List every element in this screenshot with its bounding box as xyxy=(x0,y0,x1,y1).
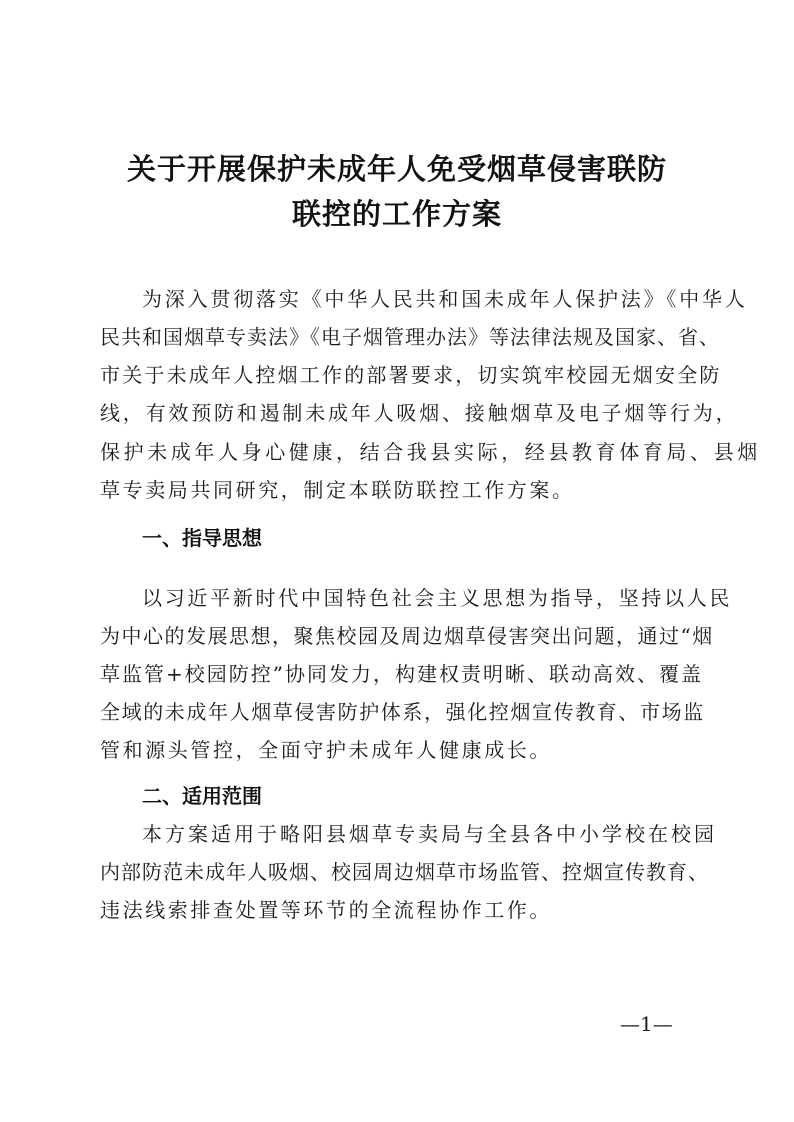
intro-line-6: 草专卖局共同研究，制定本联防联控工作方案。 xyxy=(100,478,575,502)
section1-line-2: 为中心的发展思想，聚焦校园及周边烟草侵害突出问题，通过“烟 xyxy=(100,624,714,648)
section2-line-2: 内部防范未成年人吸烟、校园周边烟草市场监管、控烟宣传教育、 xyxy=(100,860,709,884)
section2-line-3: 违法线索排查处置等环节的全流程协作工作。 xyxy=(100,898,552,922)
page-number: —1— xyxy=(620,1012,673,1036)
intro-line-1: 为深入贯彻落实《中华人民共和国未成年人保护法》《中华人 xyxy=(142,287,748,311)
intro-line-2: 民共和国烟草专卖法》《电子烟管理办法》等法律法规及国家、省、 xyxy=(100,325,720,349)
section1-line-3: 草监管+校园防控”协同发力，构建权责明晰、联动高效、覆盖 xyxy=(100,662,703,686)
intro-line-3: 市关于未成年人控烟工作的部署要求，切实筑牢校园无烟安全防 xyxy=(100,363,722,387)
section1-line-5: 管和源头管控，全面守护未成年人健康成长。 xyxy=(100,738,552,762)
document-title-line-1: 关于开展保护未成年人免受烟草侵害联防 xyxy=(126,152,667,186)
intro-line-4: 线，有效预防和遏制未成年人吸烟、接触烟草及电子烟等行为， xyxy=(100,401,739,425)
section-heading-guiding-ideology: 一、指导思想 xyxy=(142,526,262,550)
section1-line-4: 全域的未成年人烟草侵害防护体系，强化控烟宣传教育、市场监 xyxy=(100,700,705,724)
section-heading-scope: 二、适用范围 xyxy=(142,784,262,808)
section2-line-1: 本方案适用于略阳县烟草专卖局与全县各中小学校在校园 xyxy=(142,822,717,846)
intro-line-5: 保护未成年人身心健康，结合我县实际，经县教育体育局、县烟 xyxy=(100,440,761,464)
document-title-line-2: 联控的工作方案 xyxy=(291,197,502,231)
section1-line-1: 以习近平新时代中国特色社会主义思想为指导，坚持以人民 xyxy=(142,586,733,610)
